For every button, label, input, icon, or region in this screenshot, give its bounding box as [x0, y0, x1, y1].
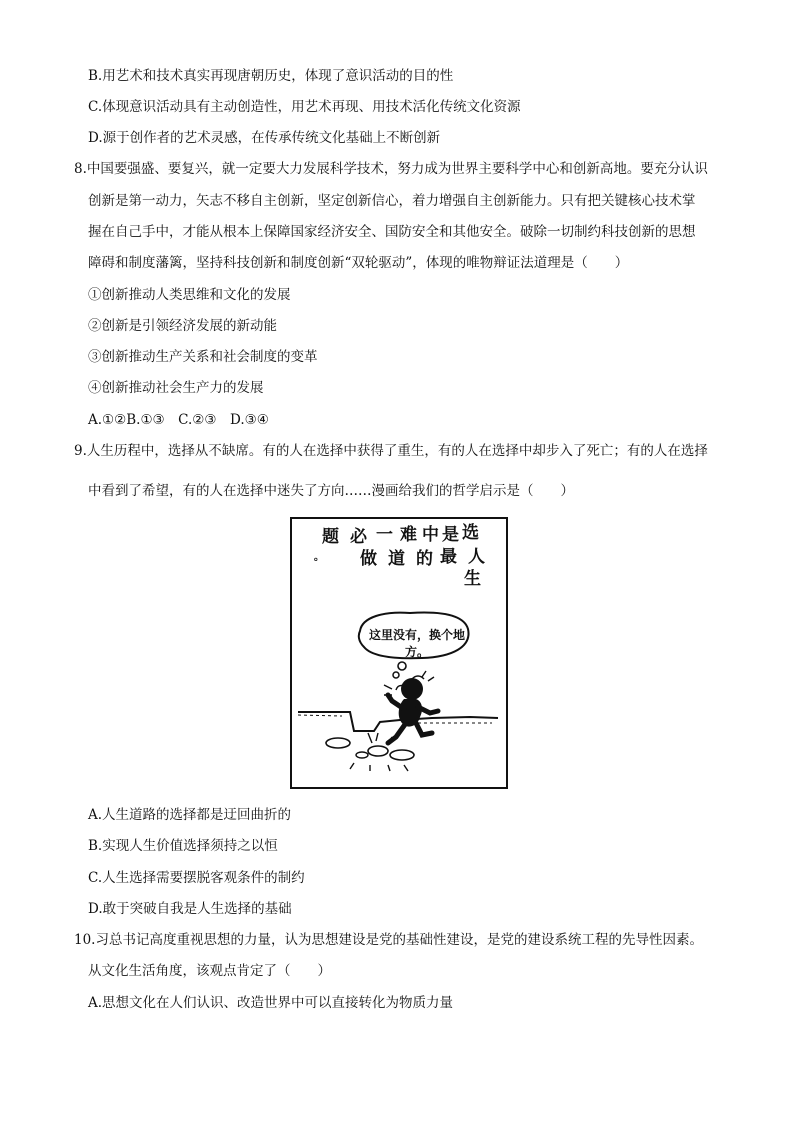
cartoon-title-char: 道	[388, 549, 405, 569]
cartoon-title-char: 是	[442, 525, 459, 545]
question-9-stem-line-1: 9.人生历程中，选择从不缺席。有的人在选择中获得了重生，有的人在选择中却步入了死亡；有的人在选择	[74, 443, 708, 459]
question-8-stem-line-4: 障碍和制度藩篱，坚持科技创新和制度创新“双轮驱动”，体现的唯物辩证法道理是（ ）	[88, 255, 629, 271]
question-8-stem-line-2: 创新是第一动力，矢志不移自主创新，坚定创新信心，着力增强自主创新能力。只有把关键核心技术掌	[88, 193, 696, 209]
cartoon-title-char: 选	[462, 523, 479, 543]
cartoon-title-char: 难	[400, 525, 417, 545]
question-8-options: A.①②B.①③ C.②③ D.③④	[88, 412, 269, 428]
cartoon-title-char: 做	[360, 549, 377, 569]
option-9c: C.人生选择需要摆脱客观条件的制约	[88, 870, 305, 886]
cartoon-title-char: 生	[464, 569, 481, 589]
option-9a: A.人生道路的选择都是迂回曲折的	[88, 807, 292, 823]
option-9b: B.实现人生价值选择须持之以恒	[88, 838, 278, 854]
question-8-item-3: ③创新推动生产关系和社会制度的变革	[88, 349, 318, 365]
option-7d: D.源于创作者的艺术灵感，在传承传统文化基础上不断创新	[88, 130, 441, 146]
question-8-stem-line-1: 8.中国要强盛、要复兴，就一定要大力发展科学技术，努力成为世界主要科学中心和创新高地。要充分认识	[74, 161, 708, 177]
cartoon-title-char: 。	[314, 552, 324, 563]
cartoon-title-char: 中	[422, 525, 439, 545]
question-8-item-2: ②创新是引领经济发展的新动能	[88, 318, 277, 334]
question-8-item-4: ④创新推动社会生产力的发展	[88, 380, 264, 396]
question-10-stem-line-1: 10.习总书记高度重视思想的力量，认为思想建设是党的基础性建设，是党的建设系统工程的先导性因素。	[74, 932, 703, 948]
cartoon-title-char: 的	[416, 549, 433, 569]
option-9d: D.敢于突破自我是人生选择的基础	[88, 901, 292, 917]
cartoon-title-char: 最	[440, 547, 457, 567]
cartoon-image	[290, 517, 508, 789]
question-9-stem-line-2: 中看到了希望，有的人在选择中迷失了方向……漫画给我们的哲学启示是（ ）	[88, 483, 574, 499]
cartoon-title-char: 题	[322, 527, 339, 547]
question-8-item-1: ①创新推动人类思维和文化的发展	[88, 287, 291, 303]
option-7b: B.用艺术和技术真实再现唐朝历史，体现了意识活动的目的性	[88, 68, 454, 84]
cartoon-title-char: 必	[350, 527, 367, 547]
speech-bubble-text: 这里没有，换个地方。	[368, 628, 465, 659]
option-10a: A.思想文化在人们认识、改造世界中可以直接转化为物质力量	[88, 995, 454, 1011]
question-10-stem-line-2: 从文化生活角度，该观点肯定了（ ）	[88, 963, 331, 979]
option-7c: C.体现意识活动具有主动创造性，用艺术再现、用技术活化传统文化资源	[88, 99, 521, 115]
cartoon-title-char: 一	[376, 525, 393, 545]
question-8-stem-line-3: 握在自己手中，才能从根本上保障国家经济安全、国防安全和其他安全。破除一切制约科技创新的思想	[88, 224, 696, 240]
cartoon-title-char: 人	[468, 547, 485, 567]
